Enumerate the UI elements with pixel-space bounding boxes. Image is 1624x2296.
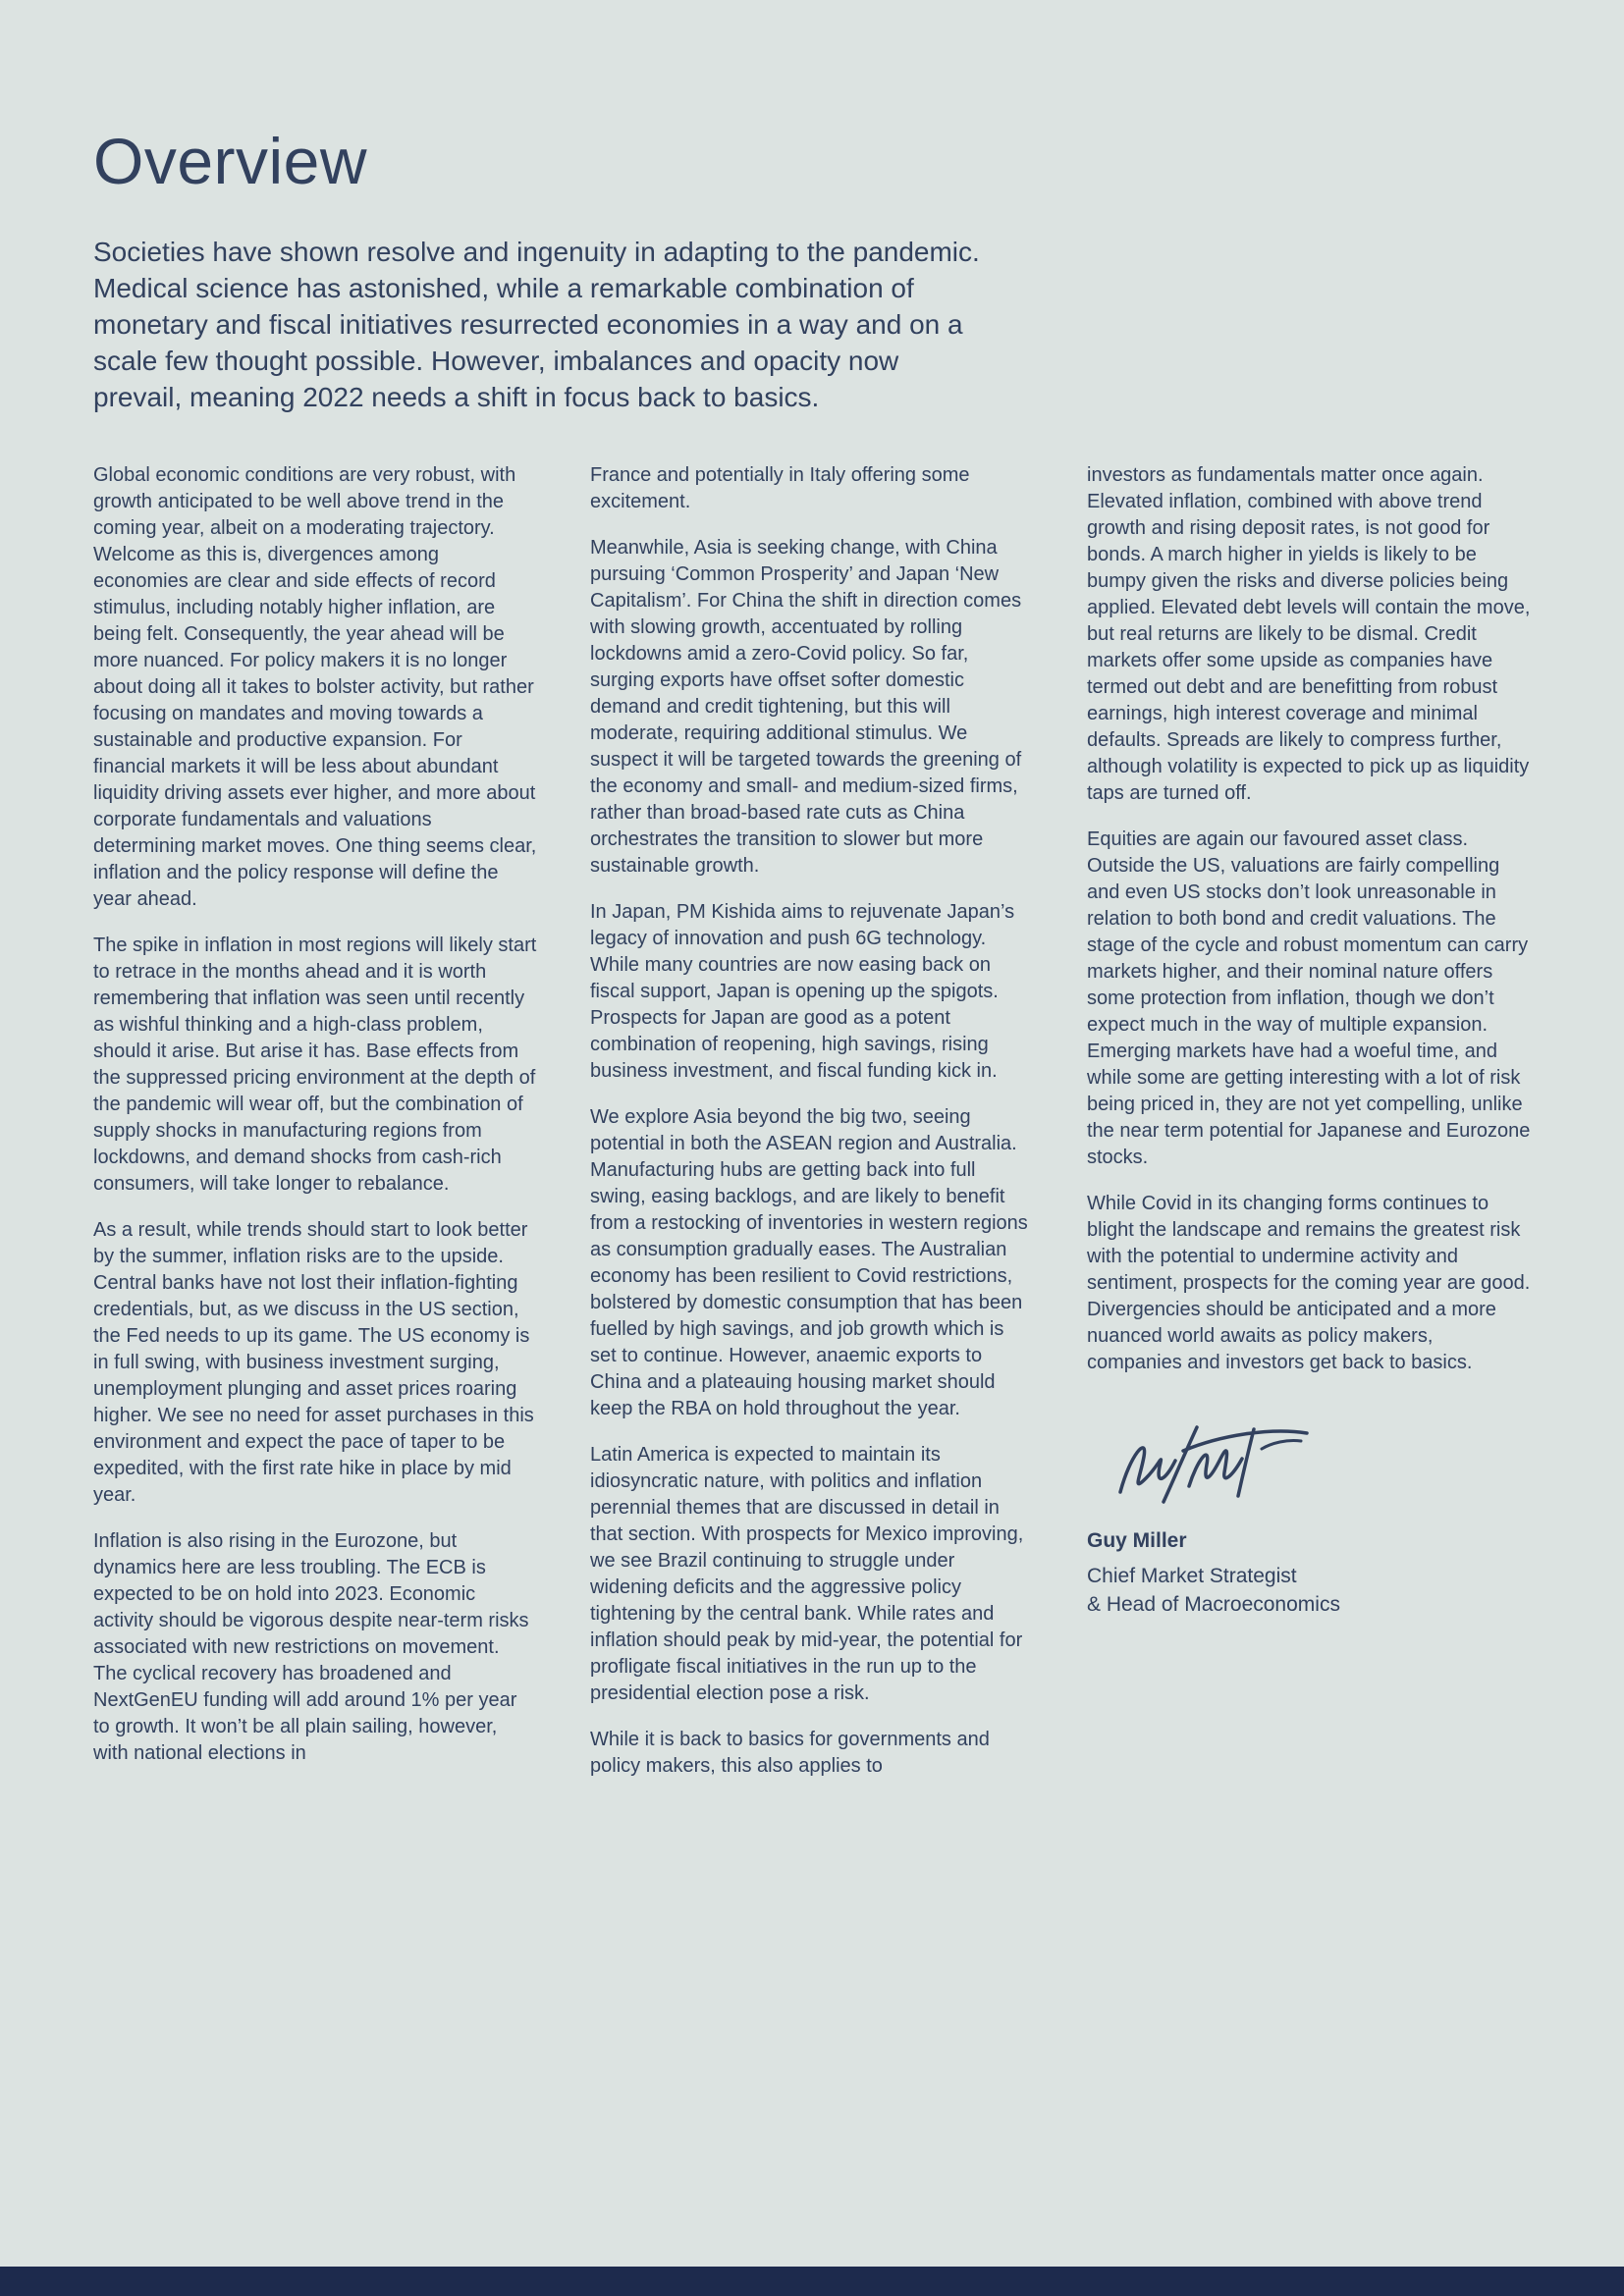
body-columns [93, 462, 1531, 1799]
page-title: Overview [93, 125, 368, 197]
intro-paragraph: Societies have shown resolve and ingenuity in adapting to the pandemic. Medical science has astonished, while a remarkable combination of monetary and fiscal initiatives resurrected economies in a way and on a scale few thought possible. However, imbalances and opacity now prevail, meaning 2022 needs a shift in focus back to basics. [93, 237, 980, 412]
signature-block [1087, 1410, 1531, 1619]
body-paragraph: France and potentially in Italy offering some excitement. [590, 464, 970, 512]
signatory-role-line2: & Head of Macroeconomics [1087, 1593, 1340, 1616]
body-paragraph: investors as fundamentals matter once again. Elevated inflation, combined with above trend growth and rising deposit rates, is not good for bonds. A march higher in yields is likely to be bumpy given the risks and diverse policies being applied. Elevated debt levels will contain the move, but real returns are likely to be dismal. Credit markets offer some upside as companies have termed out debt and are benefitting from robust earnings, high interest coverage and minimal defaults. Spreads are likely to compress further, although volatility is expected to pick up as liquidity taps are turned off. [1087, 464, 1531, 804]
body-paragraph: Global economic conditions are very robust, with growth anticipated to be well above trend in the coming year, albeit on a moderating trajectory. Welcome as this is, divergences among economies are clear and side effects of record stimulus, including notably higher inflation, are being felt. Consequently, the year ahead will be more nuanced. For policy makers it is no longer about doing all it takes to bolster activity, but rather focusing on mandates and moving towards a sustainable and productive expansion. For financial markets it will be less about abundant liquidity driving assets ever higher, and more about corporate fundamentals and valuations determining market moves. One thing seems clear, inflation and the policy response will define the year ahead. [93, 464, 537, 910]
text-column-3 [1087, 462, 1531, 1799]
signatory-role-line1: Chief Market Strategist [1087, 1565, 1297, 1587]
text-column-1 [93, 462, 537, 1799]
text-column-2 [590, 462, 1034, 1799]
body-paragraph: Latin America is expected to maintain its idiosyncratic nature, with politics and inflation perennial themes that are discussed in detail in that section. With prospects for Mexico improving, we see Brazil continuing to struggle under widening deficits and the aggressive policy tightening by the central bank. While rates and inflation should peak by mid-year, the potential for profligate fiscal initiatives in the run up to the presidential election pose a risk. [590, 1444, 1024, 1704]
body-paragraph: While Covid in its changing forms continues to blight the landscape and remains the greatest risk with the potential to undermine activity and sentiment, prospects for the coming year are good. Divergencies should be anticipated and a more nuanced world awaits as policy makers, companies and investors get back to basics. [1087, 1193, 1531, 1373]
body-paragraph: While it is back to basics for governments and policy makers, this also applies to [590, 1729, 990, 1777]
body-paragraph: As a result, while trends should start to look better by the summer, inflation risks are to the upside. Central banks have not lost their inflation-fighting credentials, but, as we discuss in the US section, the Fed needs to up its game. The US economy is in full swing, with business investment surging, unemployment plunging and asset prices roaring higher. We see no need for asset purchases in this environment and expect the pace of taper to be expedited, with the first rate hike in place by mid year. [93, 1219, 534, 1506]
body-paragraph: Meanwhile, Asia is seeking change, with China pursuing ‘Common Prosperity’ and Japan ‘New Capitalism’. For China the shift in direction comes with slowing growth, accentuated by rolling lockdowns amid a zero-Covid policy. So far, surging exports have offset softer domestic demand and credit tightening, but this will moderate, requiring additional stimulus. We suspect it will be targeted towards the greening of the economy and small- and medium-sized firms, rather than broad-based rate cuts as China orchestrates the transition to slower but more sustainable growth. [590, 537, 1022, 877]
body-paragraph: The spike in inflation in most regions will likely start to retrace in the months ahead and it is worth remembering that inflation was seen until recently as wishful thinking and a high-class problem, should it arise. But arise it has. Base effects from the suppressed pricing environment at the depth of the pandemic will wear off, but the combination of supply shocks in manufacturing regions from lockdowns, and demand shocks from cash-rich consumers, will take longer to rebalance. [93, 934, 537, 1195]
body-paragraph: Inflation is also rising in the Eurozone, but dynamics here are less troubling. The ECB is expected to be on hold into 2023. Economic activity should be vigorous despite near-term risks associated with new restrictions on movement. The cyclical recovery has broadened and NextGenEU funding will add around 1% per year to growth. It won’t be all plain sailing, however, with national elections in [93, 1530, 529, 1764]
body-paragraph: In Japan, PM Kishida aims to rejuvenate Japan’s legacy of innovation and push 6G technology. While many countries are now easing back on fiscal support, Japan is opening up the spigots. Prospects for Japan are good as a potent combination of reopening, high savings, rising business investment, and fiscal funding kick in. [590, 901, 1015, 1082]
footer-bar [0, 2267, 1624, 2296]
body-paragraph: Equities are again our favoured asset class. Outside the US, valuations are fairly compelling and even US stocks don’t look unreasonable in relation to both bond and credit valuations. The stage of the cycle and robust momentum can carry markets higher, and their nominal nature offers some protection from inflation, though we don’t expect much in the way of multiple expansion. Emerging markets have had a woeful time, and while some are getting interesting with a lot of risk being priced in, they are not yet compelling, unlike the near term potential for Japanese and Eurozone stocks. [1087, 828, 1531, 1168]
body-paragraph: We explore Asia beyond the big two, seeing potential in both the ASEAN region and Australia. Manufacturing hubs are getting back into full swing, easing backlogs, and are likely to benefit from a restocking of inventories in western regions as consumption gradually eases. The Australian economy has been resilient to Covid restrictions, bolstered by domestic consumption that has been fuelled by high savings, and job growth which is set to continue. However, anaemic exports to China and a plateauing housing market should keep the RBA on hold throughout the year. [590, 1106, 1028, 1419]
signatory-name: Guy Miller [1087, 1529, 1187, 1552]
signature-image [1099, 1410, 1325, 1512]
